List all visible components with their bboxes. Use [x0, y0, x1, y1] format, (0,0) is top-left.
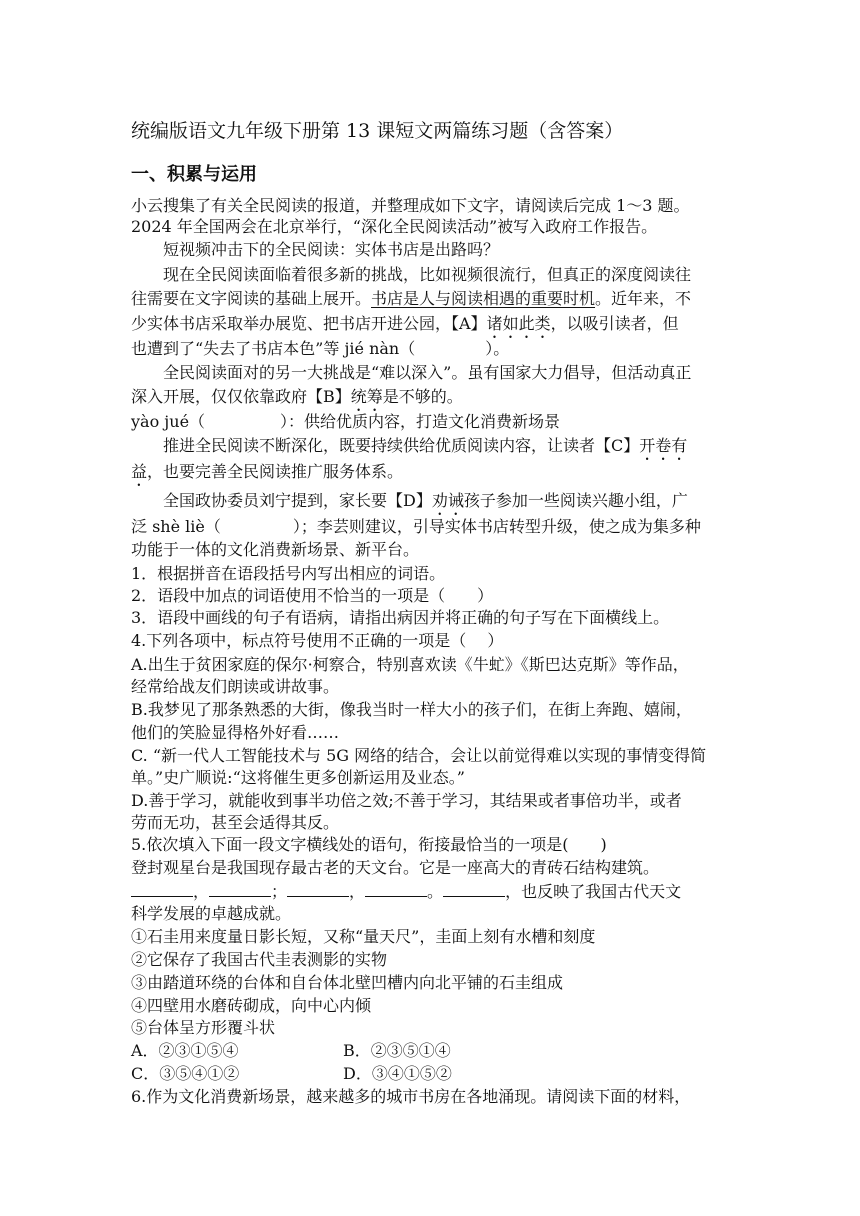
dotted-word: 劝诫: [431, 491, 464, 510]
paragraph-line: 全民阅读面对的另一大挑战是“难以深入”。虽有国家大力倡导，但活动真正: [163, 363, 692, 382]
paragraph-line: [131, 289, 691, 309]
text: 全国政协委员刘宁提到，家长要【D】: [163, 491, 432, 510]
blank-3[interactable]: [287, 882, 349, 897]
option-a-line: A.出生于贫困家庭的保尔·柯察合，特别喜欢读《牛虻》《斯巴达克斯》等作品，: [131, 655, 689, 674]
option-d-line: 劳而无功，甚至会适得其反。: [131, 813, 340, 832]
option-b-line: B.我梦见了那条熟悉的大街，像我当时一样大小的孩子们，在街上奔跑、嬉闹，: [131, 700, 692, 719]
question-4: 4.下列各项中，标点符号使用不正确的一项是（ ）: [131, 631, 504, 650]
blank-4[interactable]: [365, 882, 427, 897]
document-title: 统编版语文九年级下册第 13 课短文两篇练习题（含答案）: [131, 120, 624, 142]
paragraph-line: [131, 412, 560, 432]
text: 。近年来，不: [595, 289, 692, 308]
blank-1[interactable]: [131, 882, 193, 897]
sentence-2: ②它保存了我国古代圭表测影的实物: [131, 950, 388, 969]
option-c[interactable]: C．③⑤④①②: [131, 1064, 240, 1083]
text: 少实体书店采取举办展览、把书店开进公园，【A】: [131, 314, 487, 333]
paragraph-line: [163, 436, 687, 464]
sentence-1: ①石圭用来度量日影长短，又称“量天尺”，圭面上刻有水槽和刻度: [131, 927, 596, 946]
text: ，以吸引读者，但: [550, 314, 679, 333]
question-1: 1．根据拼音在语段括号内写出相应的词语。: [131, 564, 446, 583]
question-2: 2．语段中加点的词语使用不恰当的一项是（ ）: [131, 586, 494, 605]
option-c-line: 单。”史广顺说:“这将催生更多创新运用及业态。”: [131, 768, 465, 787]
fill-blank-line: ， ； ， 。 ，也反映了我国古代天文: [131, 882, 681, 902]
sentence-5: ⑤台体呈方形覆斗状: [131, 1018, 276, 1037]
sentence-4: ④四壁用水磨砖砌成，向中心内倾: [131, 996, 372, 1015]
question-3: 3．语段中画线的句子有语病，请指出病因并将正确的句子写在下面横线上。: [131, 608, 670, 627]
dotted-word: 开卷有: [639, 436, 688, 455]
dotted-word: 诸如此类: [486, 314, 551, 333]
text: ）。: [485, 339, 510, 358]
text: 是不够的。: [382, 387, 463, 406]
text: ，也要完善全民阅读推广服务体系。: [147, 462, 404, 481]
paragraph-line: 2024 年全国两会在北京举行，“深化全民阅读活动”被写入政府工作报告。: [131, 217, 658, 236]
text: 孩子参加一些阅读兴趣小组，广: [463, 491, 688, 510]
paragraph-line: [131, 339, 509, 359]
question-5: 5.依次填入下面一段文字横线处的语句，衔接最恰当的一项是( ): [131, 835, 607, 854]
paragraph-line: 功能于一体的文化消费新场景、新平台。: [131, 540, 420, 559]
option-b-line: 他们的笑脸显得格外好看……: [131, 723, 340, 742]
paragraph-line: 科学发展的卓越成就。: [131, 904, 292, 923]
option-a[interactable]: A．②③①⑤④: [131, 1041, 239, 1060]
underlined-sentence: 书店是人与阅读相遇的重要时机: [371, 289, 596, 308]
text: yào jué（: [131, 412, 206, 431]
option-d-line: D.善于学习，就能收到事半功倍之效;不善于学习，其结果或者事倍功半，或者: [131, 791, 682, 810]
paragraph-line: [163, 491, 688, 519]
paragraph-line: 登封观星台是我国现存最古老的天文台。它是一座高大的青砖石结构建筑。: [131, 858, 660, 877]
paragraph-line: [131, 387, 463, 415]
text: 往需要在文字阅读的基础上展开。: [131, 289, 372, 308]
text: 推进全民阅读不断深化，既要持续供给优质阅读内容，让读者【C】: [163, 436, 640, 455]
sentence-3: ③由踏道环绕的台体和自台体北壁凹槽内向北平铺的石圭组成: [131, 973, 564, 992]
dotted-word: 统筹: [350, 387, 383, 406]
text: ）：供给优质内容，打造文化消费新场景: [280, 412, 561, 431]
option-c-line: C. “新一代人工智能技术与 5G 网络的结合，会让以前觉得难以实现的事情变得简: [131, 746, 707, 765]
paragraph-line: [131, 517, 701, 537]
option-b[interactable]: B．②③⑤①④: [343, 1041, 451, 1060]
dotted-word: 益: [131, 462, 148, 481]
option-d[interactable]: D．③④①⑤②: [343, 1064, 452, 1083]
blank-2[interactable]: [209, 882, 271, 897]
paragraph-line: [131, 462, 403, 490]
option-a-line: 经常给战友们朗读或讲故事。: [131, 677, 340, 696]
text: 泛 shè liè（: [131, 517, 221, 536]
section-heading: 一、积累与运用: [131, 164, 257, 185]
text: ，也反映了我国古代天文: [505, 882, 682, 901]
text: 也遭到了“失去了书店本色”等 jié nàn（: [131, 339, 416, 358]
text: ）；李芸则建议，引导实体书店转型升级，使之成为集多种: [292, 517, 701, 536]
paragraph-line: 现在全民阅读面临着很多新的挑战，比如视频很流行，但真正的深度阅读往: [163, 265, 692, 284]
question-6: 6.作为文化消费新场景，越来越多的城市书房在各地涌现。请阅读下面的材料，: [131, 1087, 691, 1106]
paragraph-line: 短视频冲击下的全民阅读：实体书店是出路吗？: [163, 240, 500, 259]
text: 深入开展，仅仅依靠政府【B】: [131, 387, 351, 406]
paragraph-line: [131, 314, 679, 342]
blank-5[interactable]: [443, 882, 505, 897]
intro-line: 小云搜集了有关全民阅读的报道，并整理成如下文字，请阅读后完成 1～3 题。: [131, 196, 690, 215]
